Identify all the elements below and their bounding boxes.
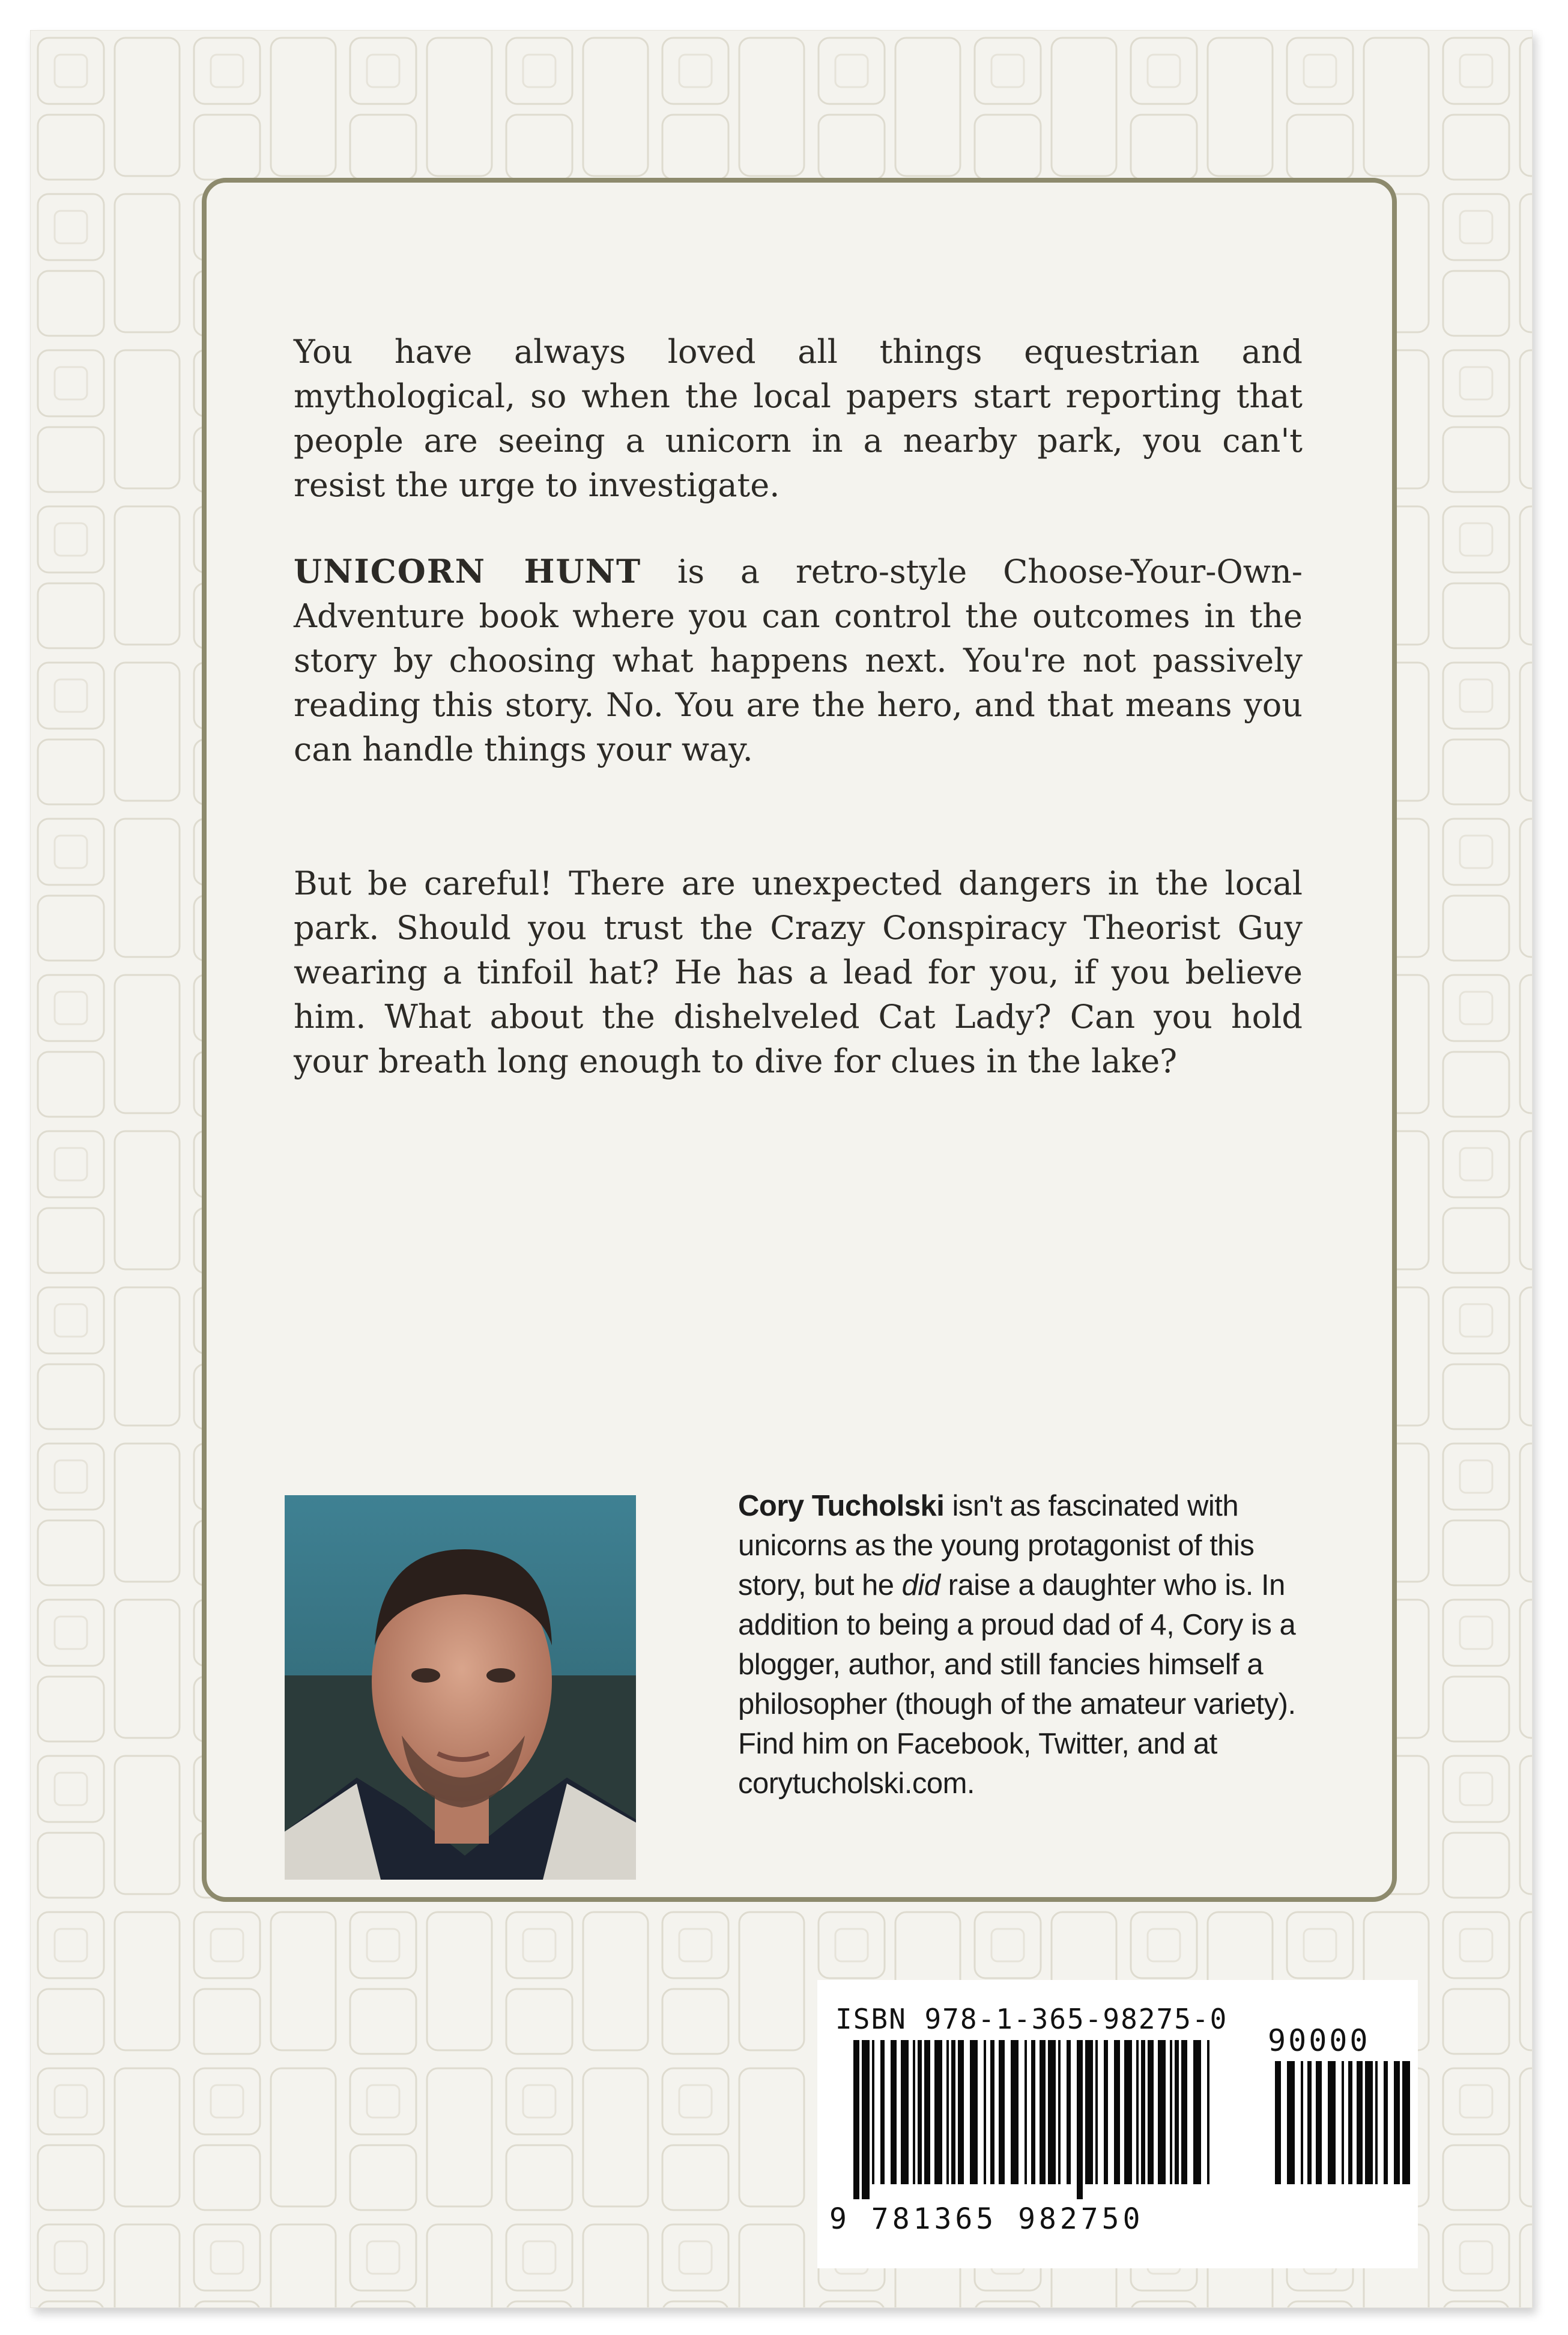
barcode-bar bbox=[990, 2040, 994, 2184]
barcode-bar bbox=[1275, 2061, 1281, 2184]
barcode-bar bbox=[1114, 2040, 1120, 2184]
barcode-bar bbox=[1031, 2040, 1035, 2184]
barcode-bar bbox=[1175, 2040, 1179, 2184]
price-code: 90000 bbox=[1268, 2023, 1370, 2058]
barcode-bar bbox=[946, 2040, 949, 2184]
barcode-bar bbox=[1158, 2040, 1166, 2184]
barcode-bar bbox=[934, 2040, 942, 2184]
barcode-bar bbox=[1040, 2040, 1046, 2184]
barcode-bar bbox=[901, 2040, 909, 2184]
barcode-bar bbox=[862, 2040, 870, 2199]
isbn-barcode bbox=[817, 1980, 1418, 2268]
barcode-bar bbox=[1104, 2040, 1108, 2184]
barcode-bar bbox=[1048, 2040, 1056, 2184]
barcode-bar bbox=[1085, 2040, 1093, 2184]
barcode-digits: 9 781365 982750 bbox=[829, 2202, 1144, 2236]
book-back-cover bbox=[30, 30, 1533, 2308]
blurb-paragraph-intro: You have always loved all things equestrian and mythological, so when the local papers start reporting that people are seeing a unicorn in a nearby park, you can't resist the urge to investigate. bbox=[294, 333, 1303, 504]
barcode-bar bbox=[872, 2040, 874, 2184]
barcode-bar bbox=[880, 2040, 885, 2184]
barcode-bar bbox=[1348, 2061, 1352, 2184]
barcode-bar bbox=[1375, 2061, 1378, 2184]
barcode-bar bbox=[1077, 2040, 1083, 2199]
barcode-bar bbox=[1301, 2061, 1303, 2184]
blurb-description-text: is a retro-style Choose-Your-Own-Adventure book where you can control the outcomes in the story by choosing what happens next. You're not passively reading this story. No. You are the hero, and that means you can handle things your way. bbox=[294, 553, 1303, 768]
barcode-bar bbox=[1058, 2040, 1061, 2184]
barcode-bar bbox=[1357, 2061, 1363, 2184]
barcode-bar bbox=[1148, 2040, 1154, 2184]
barcode-bar bbox=[1067, 2040, 1071, 2184]
barcode-bar bbox=[1141, 2040, 1145, 2184]
barcode-bar bbox=[999, 2040, 1005, 2184]
barcode-bar bbox=[1170, 2040, 1172, 2184]
barcode-bar bbox=[1287, 2061, 1295, 2184]
barcode-bar bbox=[853, 2040, 859, 2199]
barcode-bar bbox=[913, 2040, 915, 2184]
barcode-bar bbox=[1394, 2061, 1400, 2184]
barcode-bar bbox=[970, 2040, 978, 2184]
barcode-bar bbox=[1095, 2040, 1098, 2184]
blurb-paragraph-description bbox=[294, 549, 1303, 772]
barcode-bar bbox=[1342, 2061, 1344, 2184]
isbn-label: ISBN 978-1-365-98275-0 bbox=[835, 2003, 1228, 2035]
barcode-bar bbox=[1402, 2061, 1410, 2184]
barcode-bar bbox=[1307, 2061, 1312, 2184]
blurb-paragraph-warning: But be careful! There are unexpected dangers in the local park. Should you trust the Crazy Conspiracy Theorist Guy wearing a tinfoil hat? He has a lead for you, if you believe him. What about the dishelveled Cat Lady? Can you hold your breath long enough to dive for clues in the lake? bbox=[294, 864, 1303, 1080]
barcode-addon-bars bbox=[1275, 2061, 1413, 2199]
author-bio-emphasis: did bbox=[901, 1569, 940, 1602]
barcode-bar bbox=[891, 2040, 897, 2184]
barcode-bar bbox=[1136, 2040, 1139, 2184]
barcode-bar bbox=[1193, 2040, 1201, 2184]
barcode-bar bbox=[984, 2040, 986, 2184]
barcode-main-bars bbox=[853, 2040, 1214, 2199]
barcode-bar bbox=[1124, 2040, 1132, 2184]
author-name: Cory Tucholski bbox=[738, 1490, 945, 1522]
barcode-bar bbox=[958, 2040, 964, 2184]
author-bio-text-1: isn't as fascinated with unicorns as the young protagonist of this story, but he bbox=[738, 1490, 1255, 1602]
content-panel bbox=[202, 178, 1397, 1902]
barcode-bar bbox=[1365, 2061, 1373, 2184]
book-title: UNICORN HUNT bbox=[294, 552, 642, 591]
barcode-bar bbox=[1328, 2061, 1336, 2184]
barcode-bar bbox=[918, 2040, 922, 2184]
author-bio bbox=[738, 1486, 1297, 1803]
barcode-bar bbox=[1011, 2040, 1019, 2184]
author-photo bbox=[285, 1495, 636, 1880]
barcode-bar bbox=[1316, 2061, 1322, 2184]
barcode-bar bbox=[1025, 2040, 1027, 2184]
author-bio-text-2: raise a daughter who is. In addition to being a proud dad of 4, Cory is a blogger, author, and still fancies himself a philosopher (though of the amateur variety). Find him on Facebook, Twitter, and at corytucholski.com. bbox=[738, 1569, 1296, 1800]
barcode-bar bbox=[951, 2040, 955, 2184]
barcode-bar bbox=[1207, 2040, 1209, 2184]
barcode-bar bbox=[924, 2040, 930, 2184]
barcode-bar bbox=[1384, 2061, 1388, 2184]
barcode-bar bbox=[1181, 2040, 1187, 2184]
